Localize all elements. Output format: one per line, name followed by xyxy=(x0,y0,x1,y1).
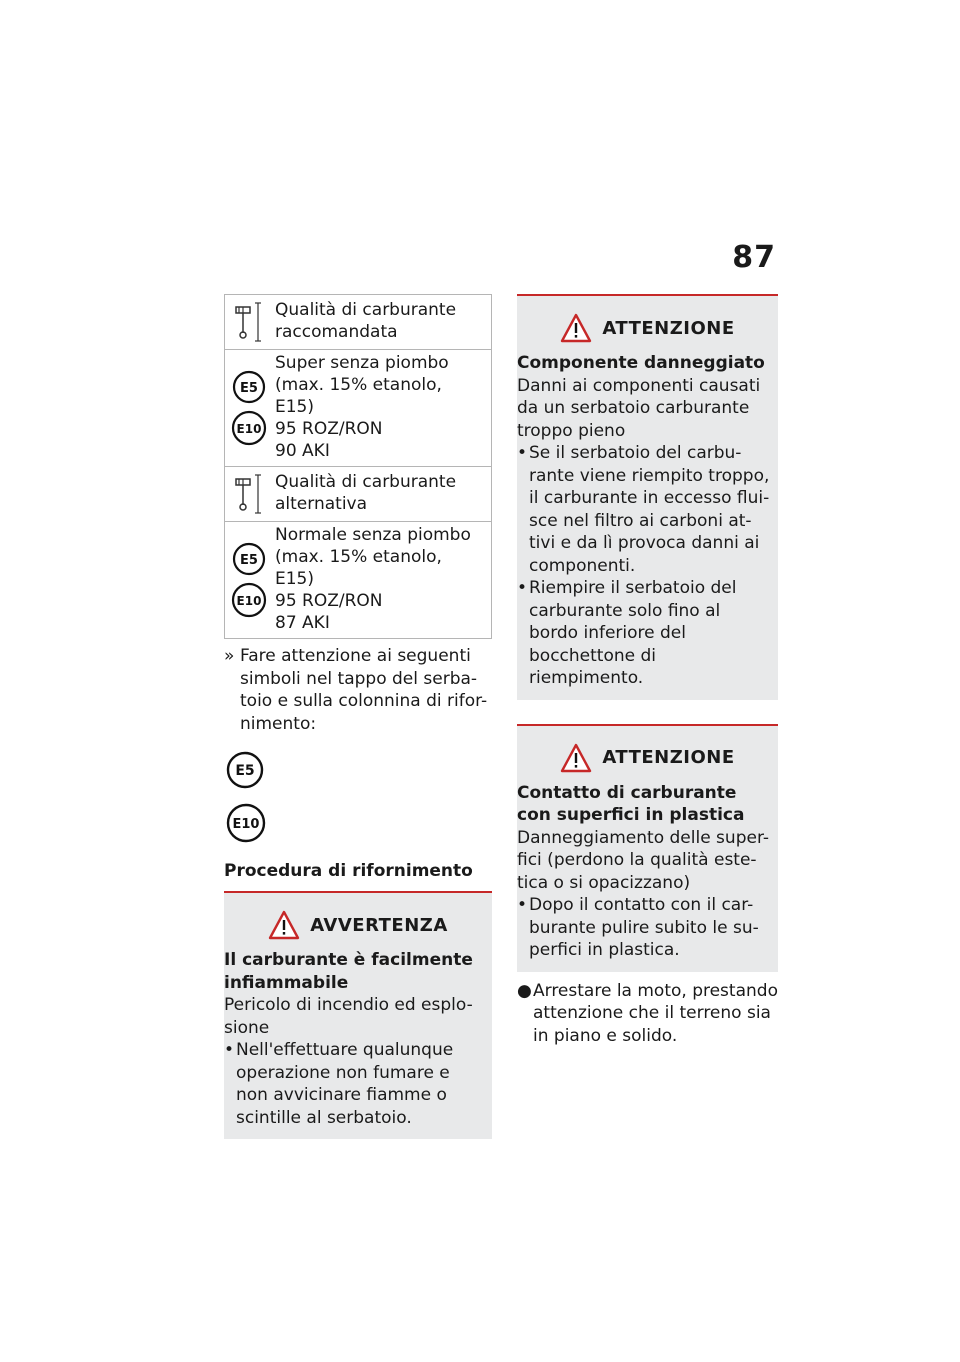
warning-triangle-icon xyxy=(560,743,592,773)
e5-symbol-icon xyxy=(232,370,266,404)
svg-text:E10: E10 xyxy=(236,594,262,608)
final-step xyxy=(517,980,778,1048)
e5-symbol-icon xyxy=(232,542,266,576)
warning-title: ATTENZIONE xyxy=(602,317,735,339)
svg-text:E5: E5 xyxy=(235,763,255,779)
e10-symbol-icon xyxy=(231,410,267,446)
instruction-mark: » xyxy=(224,646,235,666)
page-number: 87 xyxy=(732,240,776,275)
e10-symbol-icon xyxy=(231,582,267,618)
warning-box-avvertenza xyxy=(224,891,492,1139)
warning-bold: Il carburante è facilmente infiammabile xyxy=(224,950,473,993)
e5-symbol-icon xyxy=(226,751,264,789)
warning-bullet-text: Nell'effettuare qualunque operazione non fumare e non avvicinare fiamme o scintille al serbatoio. xyxy=(236,1040,454,1128)
warning-bullet: • Riempire il serbatoio del carburante solo fino al bordo inferiore del bocchettone di riempimento. xyxy=(517,577,772,690)
svg-text:E5: E5 xyxy=(240,553,258,568)
warning-bold: Contatto di carburante con superfici in plastica xyxy=(517,782,745,825)
warning-header xyxy=(517,734,778,782)
svg-text:E10: E10 xyxy=(232,817,260,832)
fuel-pump-icon xyxy=(225,467,273,521)
warning-title: ATTENZIONE xyxy=(602,747,735,768)
recommended-header-row xyxy=(225,295,491,349)
warning-box-attenzione-1 xyxy=(517,294,778,700)
warning-bullet: • Nell'effettuare qualunque operazione non fumare e non avvicinare fiamme o scintille al serbatoio. xyxy=(224,1039,486,1129)
warning-bullet-text: Dopo il contatto con il car-burante pulire subito le su-perfici in plastica. xyxy=(529,895,759,960)
alternative-header-row xyxy=(225,466,491,521)
warning-header xyxy=(517,304,778,352)
fuel-symbols xyxy=(225,522,273,638)
warning-desc: Danneggiamento delle super-fici (perdono la qualità este-tica o si opacizzano) xyxy=(517,827,769,893)
warning-box-attenzione-2 xyxy=(517,724,778,972)
instruction xyxy=(224,645,492,735)
svg-text:E10: E10 xyxy=(236,422,262,436)
right-column xyxy=(517,294,778,1047)
warning-desc: Danni ai componenti causati da un serbatoio carburante troppo pieno xyxy=(517,375,761,441)
fuel-pump-icon xyxy=(225,295,273,349)
warning-bullet-text: Riempire il serbatoio del carburante solo fino al bordo inferiore del bocchettone di riempimento. xyxy=(529,578,737,688)
fuel-symbols xyxy=(225,350,273,466)
e10-symbol-icon xyxy=(226,803,266,843)
warning-header xyxy=(224,901,492,949)
warning-bullet-text: Se il serbatoio del carbu-rante viene riempito troppo, il carburante in eccesso flui-sce nel filtro ai carboni at-tivi e da lì provoca danni ai componenti. xyxy=(529,443,770,576)
alternative-value-text: Normale senza piombo (max. 15% etanolo, E15) 95 ROZ/RON 87 AKI xyxy=(275,525,471,633)
warning-bullet: • Dopo il contatto con il car-burante pulire subito le su-perfici in plastica. xyxy=(517,894,772,962)
recommended-header-text: Qualità di carburante raccomandata xyxy=(275,300,457,342)
recommended-value-row xyxy=(225,349,491,466)
section-title: Procedura di rifornimento xyxy=(224,861,473,881)
warning-bullet: • Se il serbatoio del carbu-rante viene riempito troppo, il carburante in eccesso flui-sce nel filtro ai carboni at-tivi e da lì provoca danni ai componenti. xyxy=(517,442,772,577)
fuel-table xyxy=(224,294,492,639)
final-step-mark: ● xyxy=(517,980,532,1001)
warning-bold: Componente danneggiato xyxy=(517,353,765,373)
left-column xyxy=(224,294,492,1139)
warning-desc: Pericolo di incendio ed esplo-sione xyxy=(224,995,473,1038)
warning-body xyxy=(517,782,778,962)
warning-title: AVVERTENZA xyxy=(310,914,448,936)
warning-body xyxy=(224,949,492,1129)
warning-body xyxy=(517,352,778,690)
symbol-list xyxy=(226,751,492,843)
final-step-text: Arrestare la moto, prestando attenzione che il terreno sia in piano e solido. xyxy=(533,980,778,1046)
recommended-value-text: Super senza piombo (max. 15% etanolo, E15) 95 ROZ/RON 90 AKI xyxy=(275,353,449,461)
alternative-header-text: Qualità di carburante alternativa xyxy=(275,472,457,514)
warning-triangle-icon xyxy=(560,313,592,343)
instruction-text: Fare attenzione ai seguenti simboli nel tappo del serba-toio e sulla colonnina di rifor-nimento: xyxy=(240,646,488,734)
svg-text:E5: E5 xyxy=(240,381,258,396)
warning-triangle-icon xyxy=(268,910,300,940)
alternative-value-row xyxy=(225,521,491,638)
